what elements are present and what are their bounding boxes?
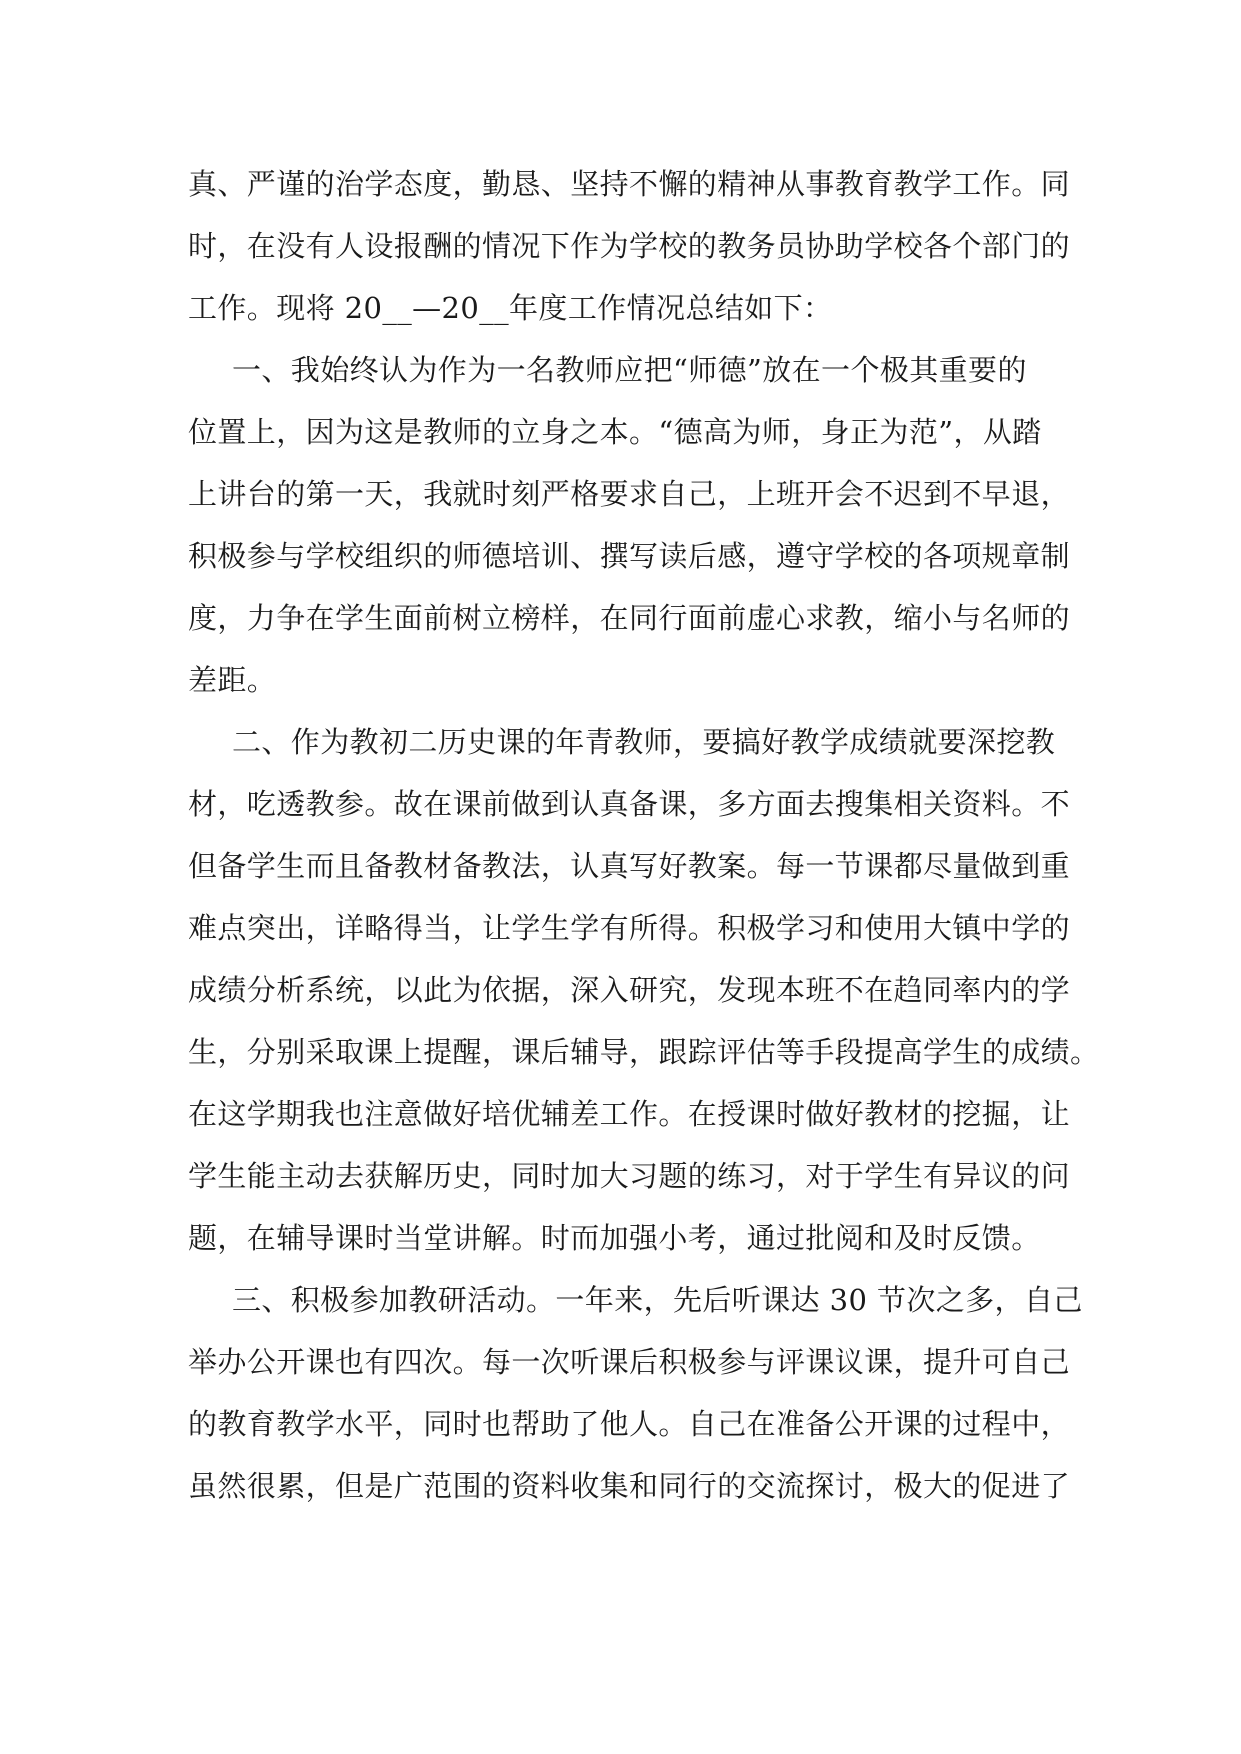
text-line-17: 学生能主动去获解历史，同时加大习题的练习，对于学生有异议的问 bbox=[188, 1159, 1071, 1193]
text-line-14: 成绩分析系统，以此为依据，深入研究，发现本班不在趋同率内的学 bbox=[188, 973, 1071, 1007]
text-line-10: 二、作为教初二历史课的年青教师，要搞好教学成绩就要深挖教 bbox=[232, 725, 1056, 759]
text-line-12: 但备学生而且备教材备教法，认真写好教案。每一节课都尽量做到重 bbox=[188, 849, 1071, 883]
text-line-16: 在这学期我也注意做好培优辅差工作。在授课时做好教材的挖掘，让 bbox=[188, 1097, 1071, 1131]
text-line-11: 材，吃透教参。故在课前做到认真备课，多方面去搜集相关资料。不 bbox=[188, 787, 1071, 821]
text-line-20: 举办公开课也有四次。每一次听课后积极参与评课议课，提升可自己 bbox=[188, 1345, 1071, 1379]
document-body bbox=[188, 153, 1100, 1517]
text-line-21: 的教育教学水平，同时也帮助了他人。自己在准备公开课的过程中， bbox=[188, 1407, 1071, 1441]
text-line-22: 虽然很累，但是广范围的资料收集和同行的交流探讨，极大的促进了 bbox=[188, 1469, 1071, 1503]
text-line-8: 度，力争在学生面前树立榜样，在同行面前虚心求教，缩小与名师的 bbox=[188, 601, 1071, 635]
text-line-3: 工作。现将 20__—20__年度工作情况总结如下： bbox=[188, 291, 833, 325]
text-line-15: 生，分别采取课上提醒，课后辅导，跟踪评估等手段提高学生的成绩。 bbox=[188, 1035, 1100, 1069]
text-line-9: 差距。 bbox=[188, 663, 277, 697]
text-line-1: 真、严谨的治学态度，勤恳、坚持不懈的精神从事教育教学工作。同 bbox=[188, 167, 1071, 201]
text-line-18: 题，在辅导课时当堂讲解。时而加强小考，通过批阅和及时反馈。 bbox=[188, 1221, 1041, 1255]
text-line-4: 一、我始终认为作为一名教师应把“师德”放在一个极其重要的 bbox=[232, 353, 1027, 387]
text-line-2: 时，在没有人设报酬的情况下作为学校的教务员协助学校各个部门的 bbox=[188, 229, 1071, 263]
text-line-6: 上讲台的第一天，我就时刻严格要求自己，上班开会不迟到不早退， bbox=[188, 477, 1071, 511]
text-line-7: 积极参与学校组织的师德培训、撰写读后感，遵守学校的各项规章制 bbox=[188, 539, 1071, 573]
text-line-19: 三、积极参加教研活动。一年来，先后听课达 30 节次之多，自己 bbox=[232, 1283, 1083, 1317]
text-line-13: 难点突出，详略得当，让学生学有所得。积极学习和使用大镇中学的 bbox=[188, 911, 1071, 945]
text-line-5: 位置上，因为这是教师的立身之本。“德高为师，身正为范”，从踏 bbox=[188, 415, 1042, 449]
